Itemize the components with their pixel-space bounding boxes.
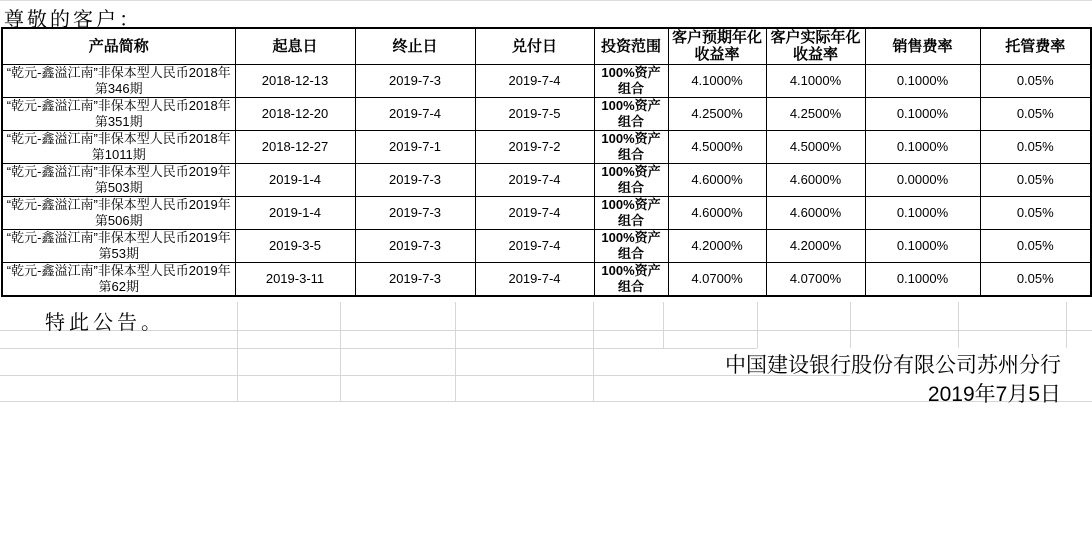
column-header-custody-fee: 托管费率 <box>980 28 1091 64</box>
column-header-payment-date: 兑付日 <box>475 28 594 64</box>
expected-yield-cell: 4.2000% <box>668 229 766 262</box>
grid-line <box>663 302 664 348</box>
expected-yield-cell: 4.5000% <box>668 130 766 163</box>
grid-line <box>0 375 850 376</box>
actual-yield-cell: 4.2500% <box>766 97 865 130</box>
actual-yield-cell: 4.6000% <box>766 196 865 229</box>
end-date-cell: 2019-7-3 <box>355 163 475 196</box>
closing-text: 特此公告。 <box>45 312 165 334</box>
payment-date-cell: 2019-7-4 <box>475 163 594 196</box>
signature-date: 2019年7月5日 <box>927 383 1061 406</box>
table-row <box>2 229 1091 262</box>
column-header-investment-scope: 投资范围 <box>594 28 668 64</box>
investment-scope-cell: 100%资产组合 <box>594 163 668 196</box>
product-name-cell: “乾元-鑫溢江南”非保本型人民币2018年第351期 <box>2 97 235 130</box>
value-date-cell: 2018-12-20 <box>235 97 355 130</box>
actual-yield-cell: 4.0700% <box>766 262 865 296</box>
column-header-product: 产品简称 <box>2 28 235 64</box>
investment-scope-cell: 100%资产组合 <box>594 64 668 97</box>
custody-fee-cell: 0.05% <box>980 262 1091 296</box>
grid-line <box>340 302 341 401</box>
payment-date-cell: 2019-7-2 <box>475 130 594 163</box>
sales-fee-cell: 0.1000% <box>865 196 980 229</box>
grid-line <box>1066 302 1067 348</box>
value-date-cell: 2019-3-5 <box>235 229 355 262</box>
value-date-cell: 2019-1-4 <box>235 163 355 196</box>
column-header-end-date: 终止日 <box>355 28 475 64</box>
actual-yield-cell: 4.6000% <box>766 163 865 196</box>
table-row <box>2 130 1091 163</box>
product-name-cell: “乾元-鑫溢江南”非保本型人民币2019年第53期 <box>2 229 235 262</box>
investment-scope-cell: 100%资产组合 <box>594 97 668 130</box>
investment-scope-cell: 100%资产组合 <box>594 130 668 163</box>
greeting-text: 尊敬的客户： <box>4 9 142 31</box>
grid-line <box>0 348 757 349</box>
payment-date-cell: 2019-7-4 <box>475 64 594 97</box>
table-row <box>2 97 1091 130</box>
payment-date-cell: 2019-7-4 <box>475 262 594 296</box>
expected-yield-cell: 4.2500% <box>668 97 766 130</box>
end-date-cell: 2019-7-3 <box>355 64 475 97</box>
actual-yield-cell: 4.2000% <box>766 229 865 262</box>
value-date-cell: 2019-3-11 <box>235 262 355 296</box>
grid-line <box>237 302 238 401</box>
expected-yield-cell: 4.1000% <box>668 64 766 97</box>
products-table <box>1 27 1092 297</box>
table-row <box>2 262 1091 296</box>
product-name-cell: “乾元-鑫溢江南”非保本型人民币2019年第62期 <box>2 262 235 296</box>
end-date-cell: 2019-7-1 <box>355 130 475 163</box>
grid-line <box>593 302 594 401</box>
expected-yield-cell: 4.6000% <box>668 196 766 229</box>
product-name-cell: “乾元-鑫溢江南”非保本型人民币2019年第503期 <box>2 163 235 196</box>
table-row <box>2 163 1091 196</box>
bank-signature: 中国建设银行股份有限公司苏州分行 <box>725 354 1061 377</box>
end-date-cell: 2019-7-3 <box>355 196 475 229</box>
sheet-top-grid-line <box>0 0 1092 1</box>
column-header-value-date: 起息日 <box>235 28 355 64</box>
custody-fee-cell: 0.05% <box>980 130 1091 163</box>
custody-fee-cell: 0.05% <box>980 64 1091 97</box>
end-date-cell: 2019-7-3 <box>355 262 475 296</box>
product-name-cell: “乾元-鑫溢江南”非保本型人民币2018年第1011期 <box>2 130 235 163</box>
sales-fee-cell: 0.1000% <box>865 64 980 97</box>
investment-scope-cell: 100%资产组合 <box>594 229 668 262</box>
value-date-cell: 2018-12-13 <box>235 64 355 97</box>
value-date-cell: 2019-1-4 <box>235 196 355 229</box>
end-date-cell: 2019-7-4 <box>355 97 475 130</box>
payment-date-cell: 2019-7-4 <box>475 196 594 229</box>
table-header-row <box>2 28 1091 64</box>
product-name-cell: “乾元-鑫溢江南”非保本型人民币2019年第506期 <box>2 196 235 229</box>
table-row <box>2 64 1091 97</box>
sales-fee-cell: 0.1000% <box>865 97 980 130</box>
grid-line <box>958 302 959 348</box>
grid-line <box>757 302 758 348</box>
column-header-actual-yield: 客户实际年化收益率 <box>766 28 865 64</box>
end-date-cell: 2019-7-3 <box>355 229 475 262</box>
actual-yield-cell: 4.1000% <box>766 64 865 97</box>
sales-fee-cell: 0.1000% <box>865 130 980 163</box>
column-header-sales-fee: 销售费率 <box>865 28 980 64</box>
sales-fee-cell: 0.1000% <box>865 262 980 296</box>
custody-fee-cell: 0.05% <box>980 163 1091 196</box>
custody-fee-cell: 0.05% <box>980 97 1091 130</box>
value-date-cell: 2018-12-27 <box>235 130 355 163</box>
sales-fee-cell: 0.1000% <box>865 229 980 262</box>
investment-scope-cell: 100%资产组合 <box>594 196 668 229</box>
expected-yield-cell: 4.6000% <box>668 163 766 196</box>
custody-fee-cell: 0.05% <box>980 196 1091 229</box>
table-row <box>2 196 1091 229</box>
grid-line <box>455 302 456 401</box>
payment-date-cell: 2019-7-4 <box>475 229 594 262</box>
payment-date-cell: 2019-7-5 <box>475 97 594 130</box>
grid-line <box>850 302 851 348</box>
actual-yield-cell: 4.5000% <box>766 130 865 163</box>
expected-yield-cell: 4.0700% <box>668 262 766 296</box>
column-header-expected-yield: 客户预期年化收益率 <box>668 28 766 64</box>
investment-scope-cell: 100%资产组合 <box>594 262 668 296</box>
product-name-cell: “乾元-鑫溢江南”非保本型人民币2018年第346期 <box>2 64 235 97</box>
custody-fee-cell: 0.05% <box>980 229 1091 262</box>
sales-fee-cell: 0.0000% <box>865 163 980 196</box>
